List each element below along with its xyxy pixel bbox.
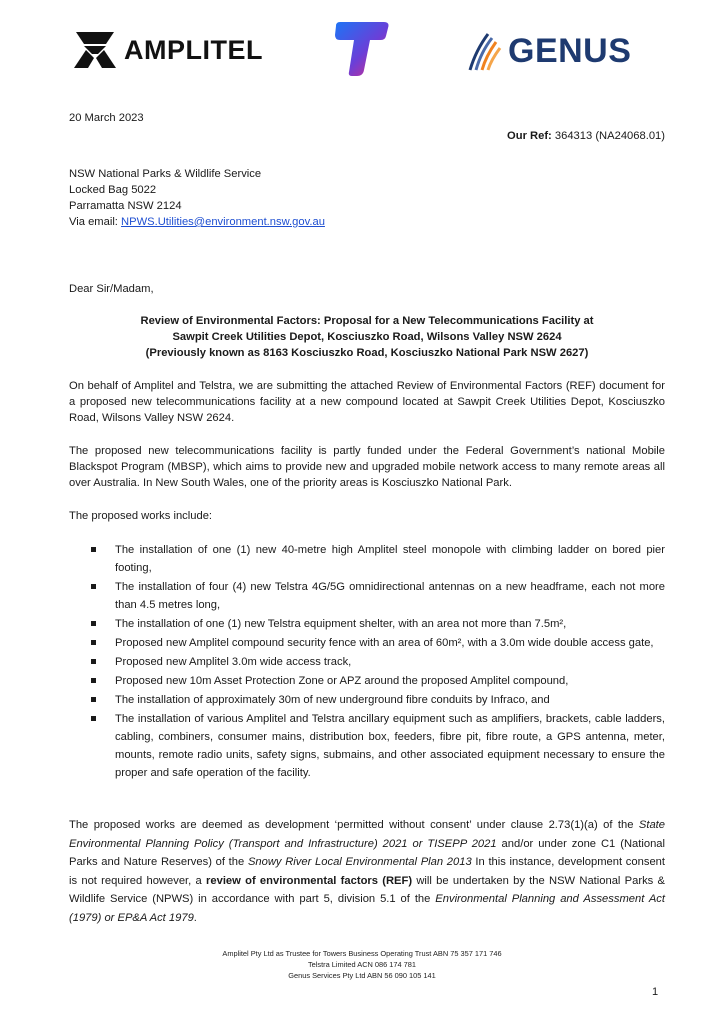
proposed-works-list <box>69 541 665 783</box>
list-item: Proposed new 10m Asset Protection Zone or APZ around the proposed Amplitel compound, <box>69 672 665 690</box>
paragraph-planning: The proposed works are deemed as development ‘permitted without consent’ under clause 2.73(1)(a) of the State Environmental Planning Policy (Transport and Infrastructure) 2021 or TISEPP 2021 and/or under zone C1 (National Parks and Nature Reserves) of the Snowy River Local Environmental Plan 2013 In this instance, development consent is not required however, a review of environmental factors (REF) will be undertaken by the NSW National Parks & Wildlife Service (NPWS) in accordance with part 5, division 5.1 of the Environmental Planning and Assessment Act (1979) or EP&A Act 1979. <box>69 819 666 924</box>
genus-wordmark: GENUS <box>508 31 632 70</box>
genus-logo <box>466 30 631 72</box>
amplitel-mark-icon <box>72 30 118 70</box>
subject-line-1: Review of Environmental Factors: Proposal for a New Telecommunications Facility at <box>140 315 594 327</box>
paragraph-works-intro: The proposed works include: <box>69 510 213 522</box>
bullet-icon <box>91 659 96 664</box>
recipient-address <box>69 166 665 230</box>
footer-line-1: Amplitel Pty Ltd as Trustee for Towers Business Operating Trust ABN 75 357 171 746 <box>222 949 502 958</box>
list-item: The installation of one (1) new 40-metre high Amplitel steel monopole with climbing ladder on bored pier footing, <box>69 541 665 577</box>
footer-line-3: Genus Services Pty Ltd ABN 56 090 105 141 <box>288 971 436 980</box>
email-label: Via email: <box>69 216 122 228</box>
reference-value: 364313 (NA24068.01) <box>554 130 665 142</box>
list-item: Proposed new Amplitel 3.0m wide access track, <box>69 653 665 671</box>
list-item: The installation of various Amplitel and Telstra ancillary equipment such as amplifiers, brackets, cable ladders, cabling, combiners, consumer mains, distribution box, feeders, fibre pit, fibre route, a GPS antenna, meter, mounts, remote radio units, safety signs, submains, and other associated equipment necessary to ensure the proper and safe operation of the facility. <box>69 710 665 782</box>
email-link[interactable]: NPWS.Utilities@environment.nsw.gov.au <box>121 216 325 228</box>
list-item: Proposed new Amplitel compound security fence with an area of 60m², with a 3.0m wide double access gate, <box>69 634 665 652</box>
paragraph-intro: On behalf of Amplitel and Telstra, we are submitting the attached Review of Environmental Factors (REF) document for a proposed new telecommunications facility at a new compound located at Sawpit Creek Utilities Depot, Kosciuszko Road, Wilsons Valley NSW 2624. <box>69 380 665 424</box>
bullet-icon <box>91 697 96 702</box>
bullet-icon <box>91 678 96 683</box>
page-number: 1 <box>652 986 659 998</box>
bullet-icon <box>91 716 96 721</box>
list-item: The installation of four (4) new Telstra 4G/5G omnidirectional antennas on a new headframe, each not more than 4.5 metres long, <box>69 578 665 614</box>
bullet-icon <box>91 547 96 552</box>
address-line-1: NSW National Parks & Wildlife Service <box>69 168 262 180</box>
subject-line-3: (Previously known as 8163 Kosciuszko Road, Kosciuszko National Park NSW 2627) <box>145 347 589 359</box>
telstra-t-icon <box>330 18 392 80</box>
subject-line-2: Sawpit Creek Utilities Depot, Kosciuszko Road, Wilsons Valley NSW 2624 <box>172 331 562 343</box>
list-item: The installation of approximately 30m of new underground fibre conduits by Infraco, and <box>69 691 665 709</box>
amplitel-logo <box>72 30 263 70</box>
footer-line-2: Telstra Limited ACN 086 174 781 <box>307 960 417 969</box>
reference-line <box>69 128 665 144</box>
subject-heading <box>69 313 665 361</box>
company-footer <box>0 948 724 981</box>
paragraph-mbsp: The proposed new telecommunications facility is partly funded under the Federal Government’s national Mobile Blackspot Program (MBSP), which aims to provide new and upgraded mobile network access to many remote areas all over Australia. In New South Wales, one of the priority areas is Kosciuszko National Park. <box>69 445 665 489</box>
address-line-3: Parramatta NSW 2124 <box>69 200 182 212</box>
salutation: Dear Sir/Madam, <box>69 283 154 295</box>
amplitel-wordmark: AMPLITEL <box>124 34 263 65</box>
list-item: The installation of one (1) new Telstra equipment shelter, with an area not more than 7.5m², <box>69 615 665 633</box>
address-line-2: Locked Bag 5022 <box>69 184 157 196</box>
reference-label: Our Ref: <box>507 130 552 142</box>
bullet-icon <box>91 584 96 589</box>
letter-date: 20 March 2023 <box>69 112 144 124</box>
bullet-icon <box>91 621 96 626</box>
header-logos <box>0 18 724 80</box>
address-email-line <box>69 214 665 230</box>
genus-swoosh-icon <box>466 30 506 72</box>
bullet-icon <box>91 640 96 645</box>
